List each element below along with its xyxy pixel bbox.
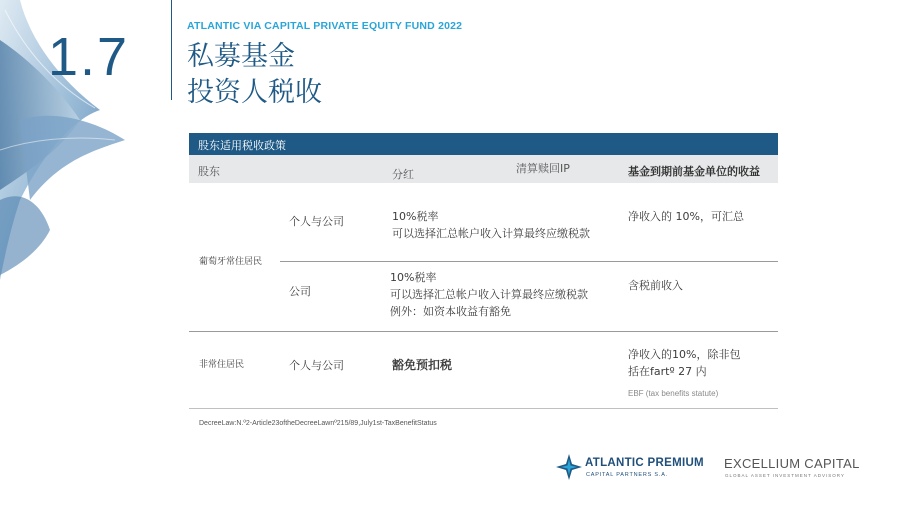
column-header-dividend: 分红 <box>392 168 414 181</box>
table-cell-shareholder: 个人与公司 <box>289 359 344 372</box>
table-cell-dividend-line: 可以选择汇总帐户收入计算最终应缴税款 <box>390 288 588 301</box>
excellium-capital-logo <box>724 456 860 480</box>
fund-name: ATLANTIC VIA CAPITAL PRIVATE EQUITY FUND 2022 <box>187 20 463 32</box>
table-cell-gain: 含税前收入 <box>628 279 683 292</box>
table-cell-gain-line: 净收入的10%，除非包 <box>628 348 741 361</box>
group-divider <box>189 331 778 332</box>
atlantic-logo-name: ATLANTIC PREMIUM <box>585 457 704 469</box>
table-cell-shareholder: 个人与公司 <box>289 215 344 228</box>
tax-policy-table <box>189 133 778 409</box>
column-header-shareholder: 股东 <box>198 165 220 178</box>
excellium-logo-name: EXCELLIUM CAPITAL <box>724 456 860 471</box>
table-cell-dividend-line: 10%税率 <box>392 210 439 223</box>
page-title-line1: 私募基金 <box>187 41 295 72</box>
page-title-line2: 投资人税收 <box>187 77 322 108</box>
table-cell-dividend-line: 豁免预扣税 <box>392 358 453 372</box>
table-bottom-border <box>189 408 778 409</box>
atlantic-logo-subtitle: CAPITAL PARTNERS S.A. <box>586 472 669 478</box>
table-cell-dividend-line: 可以选择汇总帐户收入计算最终应缴税款 <box>392 227 590 240</box>
star-compass-icon <box>556 454 582 480</box>
atlantic-premium-logo <box>556 452 706 482</box>
table-cell-gain-line: 括在fartº 27 内 <box>628 365 707 378</box>
section-number: 1.7 <box>48 27 130 87</box>
table-cell-dividend-line: 10%税率 <box>390 271 437 284</box>
excellium-logo-subtitle: GLOBAL ASSET INVESTMENT ADVISORY <box>725 473 845 478</box>
column-header-liquidation: 清算赎回IP <box>516 162 570 175</box>
footnote: DecreeLaw:N.º2-Article23oftheDecreeLawnº215/89,July1st-TaxBenefitStatus <box>199 420 437 427</box>
column-header-gain: 基金到期前基金单位的收益 <box>628 165 760 178</box>
table-header-bar <box>189 133 778 155</box>
table-group-label: 葡萄牙常住居民 <box>199 257 263 267</box>
table-group-label: 非常住居民 <box>199 360 245 370</box>
table-cell-shareholder: 公司 <box>289 285 311 298</box>
table-cell-note: EBF (tax benefits statute) <box>628 389 719 398</box>
table-cell-gain: 净收入的 10%，可汇总 <box>628 210 744 223</box>
row-divider <box>280 261 778 262</box>
table-column-headers <box>189 155 778 183</box>
table-header-title: 股东适用税收政策 <box>198 139 286 152</box>
vertical-divider <box>171 0 172 100</box>
table-cell-dividend-line: 例外：如资本收益有豁免 <box>390 305 511 318</box>
